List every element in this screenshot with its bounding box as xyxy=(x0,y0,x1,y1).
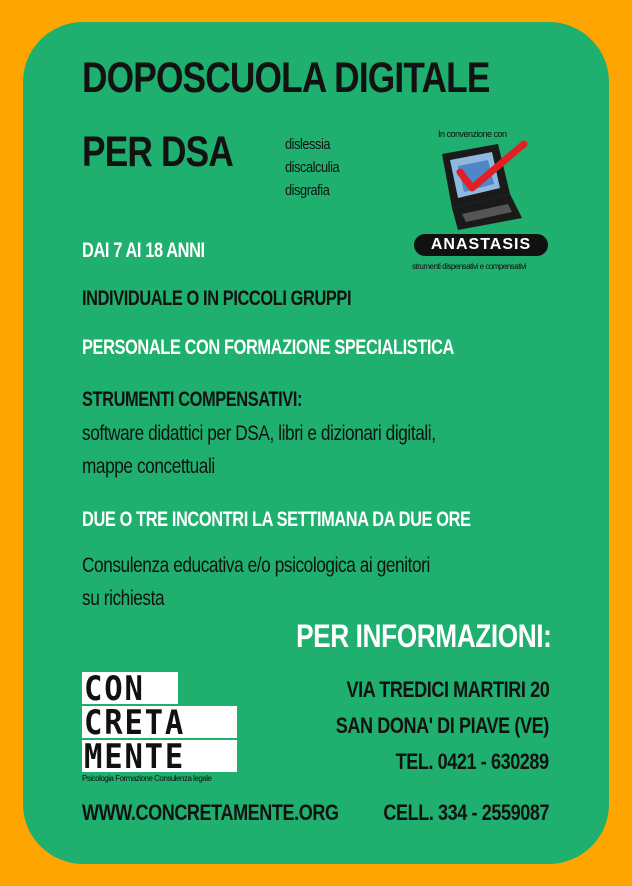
address-line-1: VIA TREDICI MARTIRI 20 xyxy=(346,677,549,702)
tools-line-1: software didattici per DSA, libri e dizionari digitali, xyxy=(82,422,436,445)
website-link[interactable]: WWW.CONCRETAMENTE.ORG xyxy=(82,800,339,825)
anastasis-name: ANASTASIS xyxy=(430,236,532,253)
cellphone: CELL. 334 - 2559087 xyxy=(383,800,549,825)
tools-line-2: mappe concettuali xyxy=(82,455,215,478)
concretamente-tagline: Psicologia Formazione Consulenza legale xyxy=(82,774,212,783)
title-line-2: PER DSA xyxy=(82,128,234,176)
staff: PERSONALE CON FORMAZIONE SPECIALISTICA xyxy=(82,336,454,359)
address-line-2: SAN DONA' DI PIAVE (VE) xyxy=(335,713,549,738)
schedule: DUE O TRE INCONTRI LA SETTIMANA DA DUE ORE xyxy=(82,508,471,531)
age-range: DAI 7 AI 18 ANNI xyxy=(82,239,205,262)
concretamente-row-3: MENTE xyxy=(84,737,186,777)
concretamente-row-1: CON xyxy=(84,669,145,709)
anastasis-tagline: strumenti dispensativi e compensativi xyxy=(412,262,527,271)
title-line-1: DOPOSCUOLA DIGITALE xyxy=(82,54,490,102)
concretamente-logo xyxy=(82,669,237,777)
format: INDIVIDUALE O IN PICCOLI GRUPPI xyxy=(82,287,352,310)
dsa-term-dislessia: dislessia xyxy=(285,136,331,153)
telephone: TEL. 0421 - 630289 xyxy=(395,749,549,774)
dsa-term-disgrafia: disgrafia xyxy=(285,182,330,199)
concretamente-row-2: CRETA xyxy=(84,703,186,743)
info-title: PER INFORMAZIONI: xyxy=(295,618,551,654)
consult-line-1: Consulenza educativa e/o psicologica ai genitori xyxy=(82,554,430,577)
anastasis-caption: In convenzione con xyxy=(438,129,507,139)
tools-heading: STRUMENTI COMPENSATIVI: xyxy=(82,388,303,411)
anastasis-monitor-icon xyxy=(428,138,538,234)
dsa-term-discalculia: discalculia xyxy=(285,159,340,176)
consult-line-2: su richiesta xyxy=(82,587,165,610)
